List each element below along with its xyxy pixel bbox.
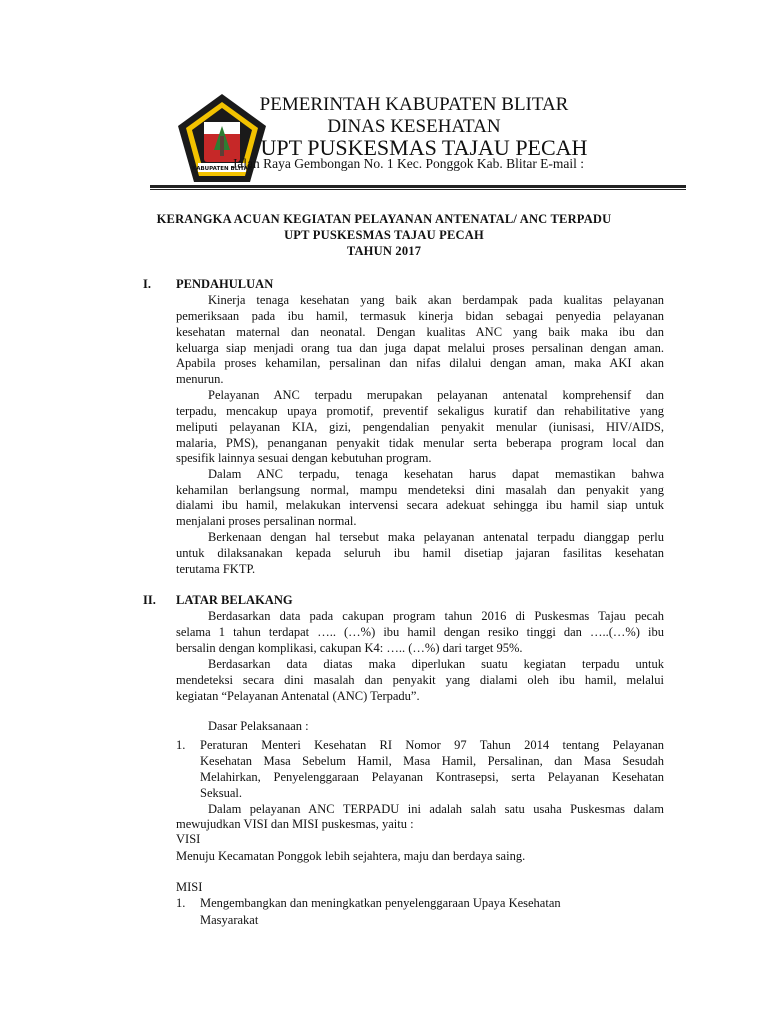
section-1-line: terpadu, mencakup upaya promotif, preventif sekaligus kuratif dan rehabilitative yang xyxy=(176,404,664,418)
section-2-line: selama 1 tahun terdapat ….. (…%) ibu hamil dengan resiko tinggi dan …..(…%) ibu xyxy=(176,625,664,639)
section-1-line: menjalani proses persalinan normal. xyxy=(176,514,357,528)
section-1-line: Dalam ANC terpadu, tenaga kesehatan harus dapat memastikan bahwa xyxy=(208,467,664,481)
letterhead-address: Jalan Raya Gembongan No. 1 Kec. Ponggok Kab. Blitar E-mail : xyxy=(232,156,585,171)
dasar-item-line: Peraturan Menteri Kesehatan RI Nomor 97 Tahun 2014 tentang Pelayanan xyxy=(200,738,664,752)
section-2-number: II. xyxy=(143,593,156,607)
visi-label: VISI xyxy=(176,832,201,846)
section-1-line: pemeriksaan pada ibu hamil, termasuk kinerja bidan sebagai penyedia pelayanan xyxy=(176,309,664,323)
dasar-item-line: Melahirkan, Penyelenggaraan Pelayanan Kontrasepsi, serta Pelayanan Kesehatan xyxy=(200,770,664,784)
dasar-pelaksanaan-label: Dasar Pelaksanaan : xyxy=(208,719,309,733)
section-1-line: terutama FKTP. xyxy=(176,562,256,576)
misi-item-number: 1. xyxy=(176,896,186,910)
section-2-line: bersalin dengan komplikasi, cakupan K4: ….. (…%) dari target 95%. xyxy=(176,641,523,655)
dasar-item-line: Kesehatan Masa Sebelum Hamil, Masa Hamil, Persalinan, dan Masa Sesudah xyxy=(200,754,664,768)
header-rule-thin xyxy=(150,189,686,190)
misi-item-line: Masyarakat xyxy=(200,913,259,927)
section-1-line: kehamilan berlangsung normal, mampu mendeteksi dini masalah dan penyakit yang xyxy=(176,483,664,497)
letterhead-puskesmas: UPT PUSKESMAS TAJAU PECAH xyxy=(260,135,588,160)
section-2-line: Berdasarkan data pada cakupan program tahun 2016 di Puskesmas Tajau pecah xyxy=(208,609,664,623)
section-1-line: meliputi pelayanan KIA, gizi, pengendalian penyakit menular (iunisasi, HIV/AIDS, xyxy=(176,420,664,434)
section-1-heading: PENDAHULUAN xyxy=(176,277,274,291)
section-1-line: Pelayanan ANC terpadu merupakan pelayanan antenatal komprehensif dan xyxy=(208,388,664,402)
misi-item-line: Mengembangkan dan meningkatkan penyelenggaraan Upaya Kesehatan xyxy=(200,896,561,910)
section-1-line: menurun. xyxy=(176,372,224,386)
section-1-line: Kinerja tenaga kesehatan yang baik akan berdampak pada kualitas pelayanan xyxy=(208,293,664,307)
visi-text: Menuju Kecamatan Ponggok lebih sejahtera, maju dan berdaya saing. xyxy=(176,849,526,863)
document-subtitle: UPT PUSKESMAS TAJAU PECAH xyxy=(284,228,484,242)
section-2-line: kegiatan “Pelayanan Antenatal (ANC) Terpadu”. xyxy=(176,689,420,703)
section-2-heading: LATAR BELAKANG xyxy=(176,593,293,607)
section-1-line: malaria, PMS), penanganan penyakit tidak menular serta beberapa program local dan xyxy=(176,436,664,450)
section-2-line: mendeteksi secara dini masalah dan penyakit yang dialami oleh ibu hamil, melalui xyxy=(176,673,664,687)
dasar-item-line: Seksual. xyxy=(200,786,243,800)
section-1-line: keluarga siap menjadi orang tua dan juga dapat melalui proses persalinan dengan aman. xyxy=(176,341,664,355)
section-1-line: dialami ibu hamil, melakukan intervensi secara adekuat sehingga ibu hamil siap untuk xyxy=(176,498,664,512)
document-year: TAHUN 2017 xyxy=(346,244,422,258)
header-rule-thick xyxy=(150,185,686,188)
document-title: KERANGKA ACUAN KEGIATAN PELAYANAN ANTENATAL/ ANC TERPADU xyxy=(156,212,612,226)
letterhead-government: PEMERINTAH KABUPATEN BLITAR xyxy=(259,94,569,115)
section-1-number: I. xyxy=(143,277,151,291)
section-1-line: kesehatan maternal dan neonatal. Dengan kualitas ANC yang baik maka ibu dan xyxy=(176,325,664,339)
section-1-line: spesifik lainnya sesuai dengan kebutuhan program. xyxy=(176,451,432,465)
section-1-line: Berkenaan dengan hal tersebut maka pelayanan antenatal terpadu dianggap perlu xyxy=(208,530,664,544)
section-2-line: Berdasarkan data diatas maka diperlukan suatu kegiatan terpadu untuk xyxy=(208,657,664,671)
dasar-item-number: 1. xyxy=(176,738,186,752)
svg-text:KABUPATEN BLITAR: KABUPATEN BLITAR xyxy=(191,166,253,172)
section-1-line: untuk dilaksanakan kepada seluruh ibu hamil disetiap jajaran fasilitas kesehatan xyxy=(176,546,664,560)
letterhead-department: DINAS KESEHATAN xyxy=(327,116,501,137)
section-2-after-line: Dalam pelayanan ANC TERPADU ini adalah salah satu usaha Puskesmas dalam xyxy=(208,802,664,816)
section-1-line: Apabila proses kehamilan, persalinan dan nifas dilalui dengan aman, maka AKI akan xyxy=(176,356,664,370)
misi-label: MISI xyxy=(176,880,203,894)
section-2-after-line: mewujudkan VISI dan MISI puskesmas, yaitu : xyxy=(176,817,414,831)
